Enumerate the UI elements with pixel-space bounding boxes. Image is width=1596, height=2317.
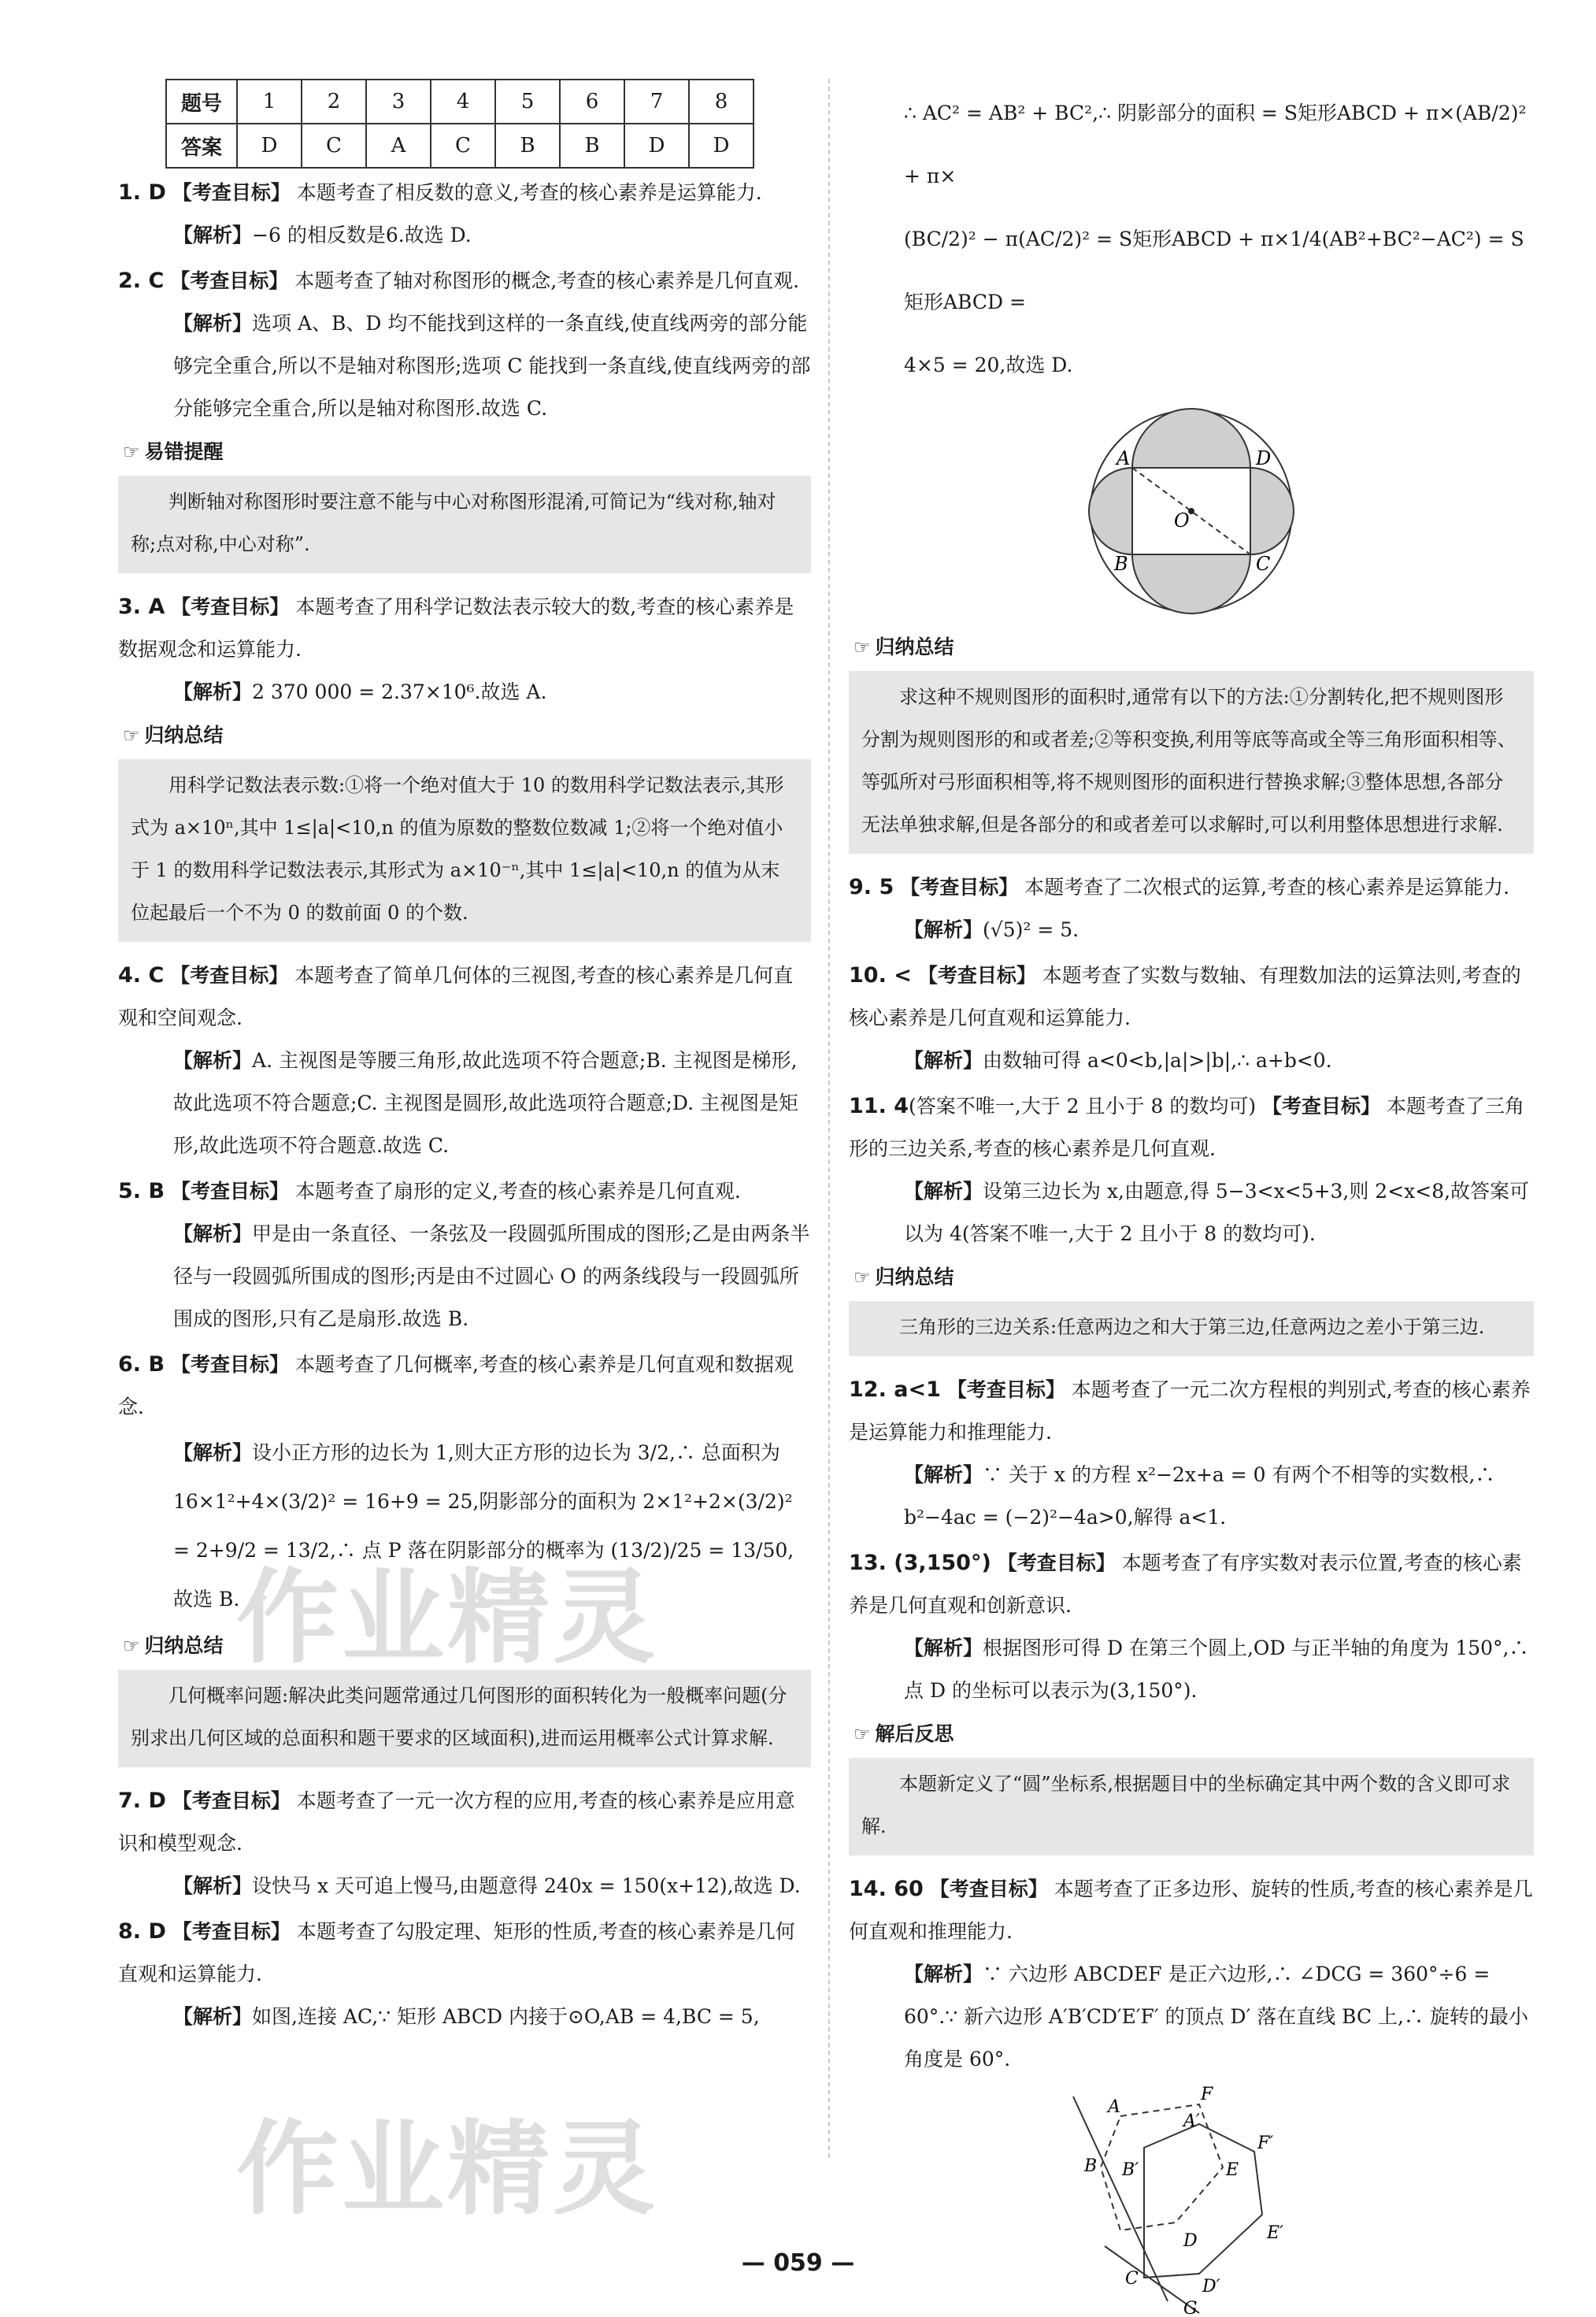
column-divider — [828, 79, 830, 2158]
q3: 3. A 【考查目标】 本题考查了用科学记数法表示较大的数,考查的核心素养是数据观念和运算能力. 【解析】2 370 000 = 2.37×10⁶.故选 A. — [118, 595, 794, 703]
q4: 4. C 【考查目标】 本题考查了简单几何体的三视图,考查的核心素养是几何直观和空间观念. 【解析】A. 主视图是等腰三角形,故此选项不符合题意;B. 主视图是梯形,故此选项不符合题意;C. 主视图是圆形,故此选项符合题意;D. 主视图是矩形,故此选项不符合题意.故选 C. — [118, 963, 798, 1157]
q11: 11. 4(答案不唯一,大于 2 且小于 8 的数均可) 【考查目标】 本题考查了三角形的三边关系,考查的核心素养是几何直观. 【解析】设第三边长为 x,由题意,得 5−3<x<5+3,则 2<x<8,故答案可以为 4(答案不唯一,大于 2 且小于 8 的数均可). — [849, 1094, 1530, 1245]
q7: 7. D 【考查目标】 本题考查了一元一次方程的应用,考查的核心素养是应用意识和模型观念. 【解析】设快马 x 天可追上慢马,由题意得 240x = 150(x+12),故选 D. — [118, 1789, 801, 1897]
fig14-label: B′ — [1122, 2160, 1139, 2180]
hand-icon: ☞ — [123, 1635, 140, 1657]
table-cell: 6 — [560, 80, 624, 124]
q5: 5. B 【考查目标】 本题考查了扇形的定义,考查的核心素养是几何直观. 【解析】甲是由一条直径、一条弦及一段圆弧所围成的图形;乙是由两条半径与一段圆弧所围成的图形;丙是由不过圆心 O 的两条线段与一段圆弧所围成的图形,只有乙是扇形.故选 B. — [118, 1179, 810, 1330]
summary-box: 几何概率问题:解决此类问题常通过几何图形的面积转化为一般概率问题(分别求出几何区域的总面积和题干要求的区域面积),进而运用概率公式计算求解. — [118, 1670, 811, 1767]
table-header-label: 题号 — [166, 80, 237, 124]
hand-icon: ☞ — [854, 636, 871, 658]
fig14-label: E′ — [1267, 2223, 1284, 2243]
fig14-label: D′ — [1202, 2277, 1220, 2297]
tip-box: 判断轴对称图形时要注意不能与中心对称图形混淆,可简记为“线对称,轴对称;点对称,中心对称”. — [118, 476, 811, 573]
box-title: ☞ 归纳总结 — [123, 1634, 224, 1657]
fig14-label: F′ — [1257, 2133, 1274, 2153]
table-cell: C — [302, 124, 366, 168]
fig8-label-a: A — [1116, 447, 1131, 469]
table-cell: A — [366, 124, 431, 168]
table-cell: 3 — [366, 80, 431, 124]
q14: 14. 60 【考查目标】 本题考查了正多边形、旋转的性质,考查的核心素养是几何直观和推理能力. 【解析】∵ 六边形 ABCDEF 是正六边形,∴ ∠DCG = 360°÷6 = 60°.∵ 新六边形 A′B′CD′E′F′ 的顶点 D′ 落在直线 BC 上,∴ 旋转的最小角度是 60°. — [849, 1877, 1533, 2070]
q8: 8. D 【考查目标】 本题考查了勾股定理、矩形的性质,考查的核心素养是几何直观和运算能力. 【解析】如图,连接 AC,∵ 矩形 ABCD 内接于⊙O,AB = 4,BC = 5, — [118, 1919, 795, 2028]
table-cell: D — [237, 124, 302, 168]
fig14-label: E — [1226, 2160, 1239, 2180]
hand-icon: ☞ — [123, 441, 140, 463]
q6: 6. B 【考查目标】 本题考查了几何概率,考查的核心素养是几何直观和数据观念. 【解析】设小正方形的边长为 1,则大正方形的边长为 3/2,∴ 总面积为 16×1²+4×(3/2)² = 16+9 = 25,阴影部分的面积为 2×1²+2×(3/2)² = 2+9/2 = 13/2,∴ 点 P 落在阴影部分的概率为 (13/2)/25 = 13/50,故选 B. — [118, 1352, 794, 1611]
box-title: ☞ 解后反思 — [854, 1722, 954, 1745]
fig8-label-c: C — [1256, 553, 1271, 575]
q8-continued: ∴ AC² = AB² + BC²,∴ 阴影部分的面积 = S矩形ABCD + π×(AB/2)² + π× (BC/2)² − π(AC/2)² = S矩形ABCD + π×1/4(AB²+BC²−AC²) = S矩形ABCD = 4×5 = 20,故选 D. — [904, 102, 1527, 376]
box-title: ☞ 归纳总结 — [854, 1266, 954, 1288]
fig14-label: G — [1183, 2299, 1198, 2317]
summary-box: 求这种不规则图形的面积时,通常有以下的方法:①分割转化,把不规则图形分割为规则图形的和或者差;②等积变换,利用等底等高或全等三角形面积相等、等弧所对弓形面积相等,将不规则图形的面积进行替换求解;③整体思想,各部分无法单独求解,但是各部分的和或者差可以求解时,可以利用整体思想进行求解. — [849, 671, 1534, 854]
q13: 13. (3,150°) 【考查目标】 本题考查了有序实数对表示位置,考查的核心素养是几何直观和创新意识. 【解析】根据图形可得 D 在第三个圆上,OD 与正半轴的角度为 150°,∴ 点 D 的坐标可以表示为(3,150°). — [849, 1551, 1529, 1702]
table-cell: 4 — [431, 80, 495, 124]
figure-q8 — [1073, 397, 1309, 625]
table-cell: D — [689, 124, 754, 168]
fig8-label-b: B — [1114, 553, 1128, 575]
table-cell: B — [560, 124, 624, 168]
q1: 1. D 【考查目标】 本题考查了相反数的意义,考查的核心素养是运算能力. 【解析】−6 的相反数是6.故选 D. — [118, 180, 762, 247]
box-title: ☞ 易错提醒 — [123, 440, 224, 463]
left-column — [118, 79, 811, 2038]
fig14-label: B — [1084, 2156, 1098, 2176]
fig14-label: F — [1201, 2085, 1213, 2104]
table-cell: 2 — [302, 80, 366, 124]
right-column — [849, 79, 1534, 2317]
q9: 9. 5 【考查目标】 本题考查了二次根式的运算,考查的核心素养是运算能力. 【解析】(√5)² = 5. — [849, 875, 1510, 941]
fig14-label: D — [1183, 2231, 1198, 2251]
table-cell: 8 — [689, 80, 754, 124]
q12: 12. a<1 【考查目标】 本题考查了一元二次方程根的判别式,考查的核心素养是运算能力和推理能力. 【解析】∵ 关于 x 的方程 x²−2x+a = 0 有两个不相等的实数根,∴ b²−4ac = (−2)²−4a>0,解得 a<1. — [849, 1377, 1531, 1529]
fig14-label: A — [1108, 2097, 1120, 2117]
table-cell: C — [431, 124, 495, 168]
hand-icon: ☞ — [854, 1266, 871, 1288]
table-answer-label: 答案 — [166, 124, 237, 168]
fig8-label-o: O — [1174, 510, 1190, 532]
fig14-label: A′ — [1183, 2111, 1200, 2131]
table-cell: 1 — [237, 80, 302, 124]
table-cell: 7 — [624, 80, 689, 124]
q2: 2. C 【考查目标】 本题考查了轴对称图形的概念,考查的核心素养是几何直观. 【解析】选项 A、B、D 均不能找到这样的一条直线,使直线两旁的部分能够完全重合,所以不是轴对称图形;选项 C 能找到一条直线,使直线两旁的部分能够完全重合,所以是轴对称图形.故选 C. — [118, 269, 811, 420]
table-cell: 5 — [495, 80, 560, 124]
box-title: ☞ 归纳总结 — [123, 724, 224, 747]
fig14-label: C — [1125, 2269, 1139, 2289]
watermark: 作业精灵 — [236, 1558, 659, 1678]
reflection-box: 本题新定义了“圆”坐标系,根据题目中的坐标确定其中两个数的含义即可求解. — [849, 1758, 1534, 1855]
page-number: — 059 — — [741, 2249, 855, 2277]
hand-icon: ☞ — [854, 1723, 871, 1745]
q10: 10. < 【考查目标】 本题考查了实数与数轴、有理数加法的运算法则,考查的核心素养是几何直观和运算能力. 【解析】由数轴可得 a<0<b,|a|>|b|,∴ a+b<0. — [849, 963, 1521, 1072]
summary-box: 三角形的三边关系:任意两边之和大于第三边,任意两边之差小于第三边. — [849, 1301, 1534, 1356]
box-title: ☞ 归纳总结 — [854, 636, 954, 658]
figure-q14 — [1057, 2081, 1325, 2317]
table-cell: D — [624, 124, 689, 168]
hand-icon: ☞ — [123, 725, 140, 747]
summary-box: 用科学记数法表示数:①将一个绝对值大于 10 的数用科学记数法表示,其形式为 a×10ⁿ,其中 1≤|a|<10,n 的值为原数的整数位数减 1;②将一个绝对值小于 1 的数用科学记数法表示,其形式为 a×10⁻ⁿ,其中 1≤|a|<10,n 的值为从末位起最后一个不为 0 的数前面 0 的个数. — [118, 759, 811, 942]
watermark: 作业精灵 — [236, 2109, 659, 2229]
table-cell: B — [495, 124, 560, 168]
answer-table — [165, 79, 754, 169]
fig8-label-d: D — [1256, 447, 1272, 469]
